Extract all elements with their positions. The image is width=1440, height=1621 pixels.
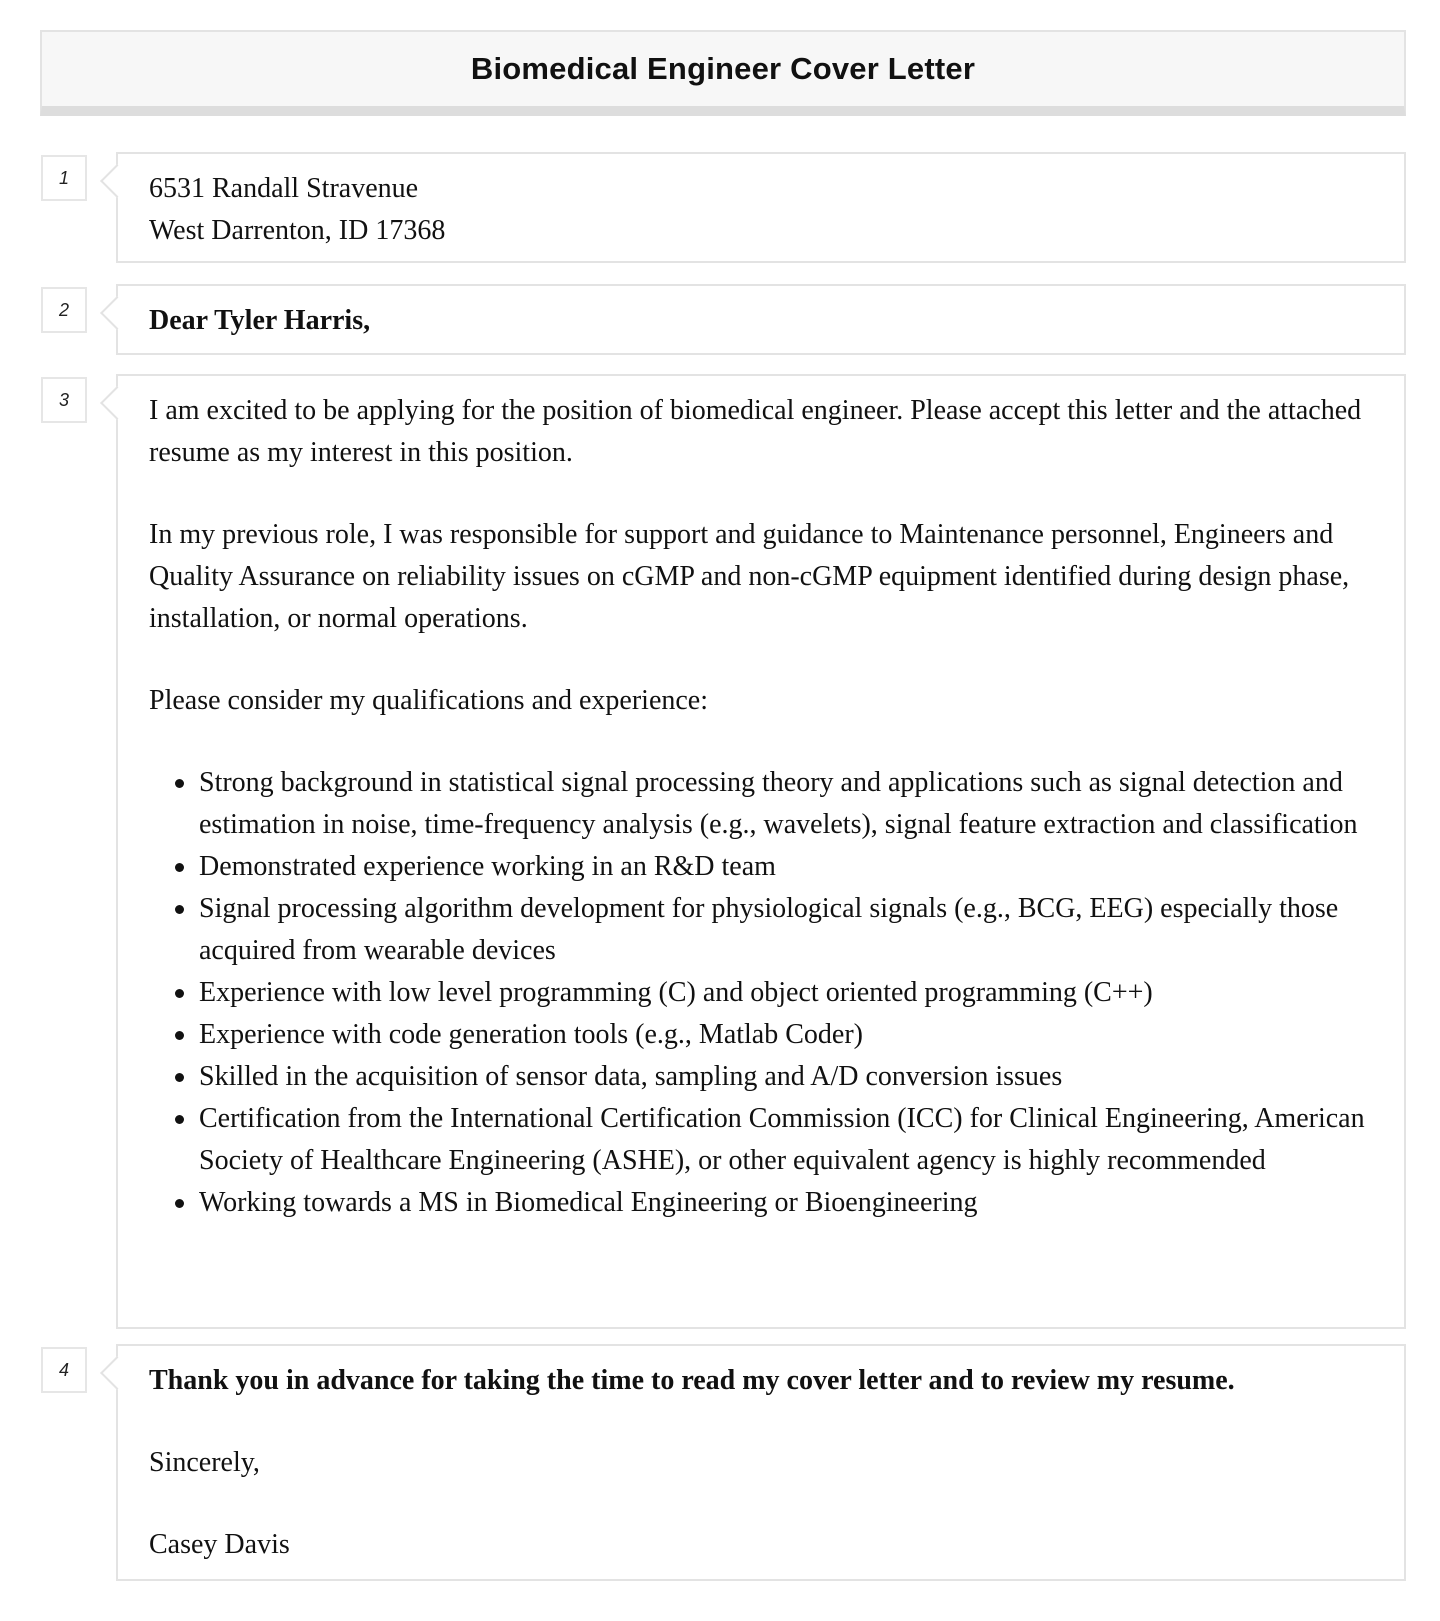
list-item: Strong background in statistical signal processing theory and applications such as signal detection and estimation in noise, time-frequency analysis (e.g., wavelets), signal feature extraction and classification (199, 762, 1376, 846)
qualifications-list (149, 762, 1376, 1224)
address-line-2: West Darrenton, ID 17368 (149, 215, 446, 246)
thank-you-text: Thank you in advance for taking the time to read my cover letter and to review my resume. (149, 1365, 1235, 1396)
salutation-block (116, 284, 1406, 355)
page-title: Biomedical Engineer Cover Letter (470, 51, 976, 86)
list-item: Experience with code generation tools (e.g., Matlab Coder) (199, 1014, 1376, 1056)
address-line-1: 6531 Randall Stravenue (149, 173, 419, 204)
signoff-text: Sincerely, (149, 1447, 260, 1478)
list-item: Working towards a MS in Biomedical Engineering or Bioengineering (199, 1182, 1376, 1224)
list-item: Experience with low level programming (C) and object oriented programming (C++) (199, 972, 1376, 1014)
section-number-2: 2 (41, 287, 87, 333)
signature-name: Casey Davis (149, 1529, 290, 1560)
salutation-text: Dear Tyler Harris, (149, 305, 371, 336)
intro-paragraph: I am excited to be applying for the position of biomedical engineer. Please accept this letter and the attached resume as my interest in this position. (149, 395, 1362, 468)
title-bar (40, 30, 1406, 116)
previous-role-paragraph: In my previous role, I was responsible for support and guidance to Maintenance personnel, Engineers and Quality Assurance on reliability issues on cGMP and non-cGMP equipment identified during design phase, installation, or normal operations. (149, 519, 1350, 634)
list-item: Certification from the International Certification Commission (ICC) for Clinical Engineering, American Society of Healthcare Engineering (ASHE), or other equivalent agency is highly recommended (199, 1098, 1376, 1182)
address-block (116, 152, 1406, 263)
section-number-1: 1 (41, 155, 87, 201)
list-item: Demonstrated experience working in an R&D team (199, 846, 1376, 888)
list-item: Skilled in the acquisition of sensor data, sampling and A/D conversion issues (199, 1056, 1376, 1098)
qualifications-lead: Please consider my qualifications and experience: (149, 685, 709, 716)
closing-block (116, 1344, 1406, 1581)
body-block (116, 374, 1406, 1329)
list-item: Signal processing algorithm development for physiological signals (e.g., BCG, EEG) especially those acquired from wearable devices (199, 888, 1376, 972)
section-number-4: 4 (41, 1347, 87, 1393)
section-number-3: 3 (41, 377, 87, 423)
